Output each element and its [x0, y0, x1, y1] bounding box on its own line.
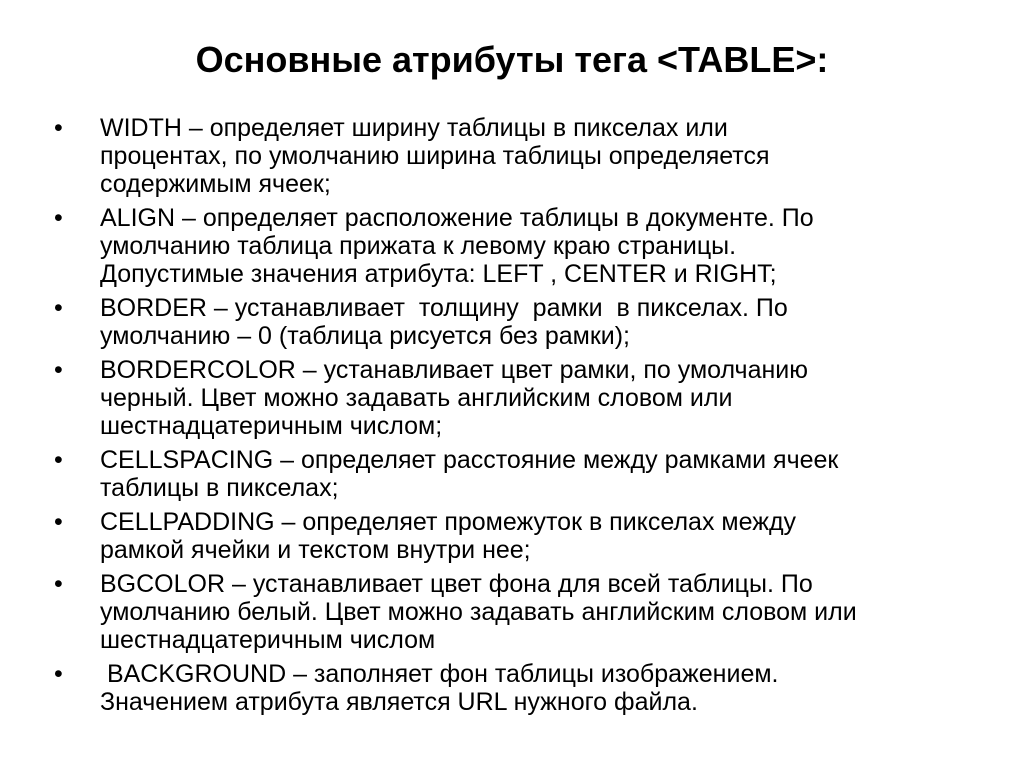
list-item-text: BGCOLOR – устанавливает цвет фона для всей таблицы. По умолчанию белый. Цвет можно задавать английским словом или шестнадцатеричным числом [100, 570, 857, 654]
bullet-icon: • [54, 294, 63, 322]
bullet-icon: • [54, 114, 63, 142]
list-item-background [54, 660, 984, 716]
attribute-list [54, 114, 984, 722]
list-item-text: BORDERCOLOR – устанавливает цвет рамки, по умолчанию черный. Цвет можно задавать английским словом или шестнадцатеричным числом; [100, 356, 809, 440]
slide-title: Основные атрибуты тега <TABLE>: [195, 39, 829, 80]
list-item-text: BORDER – устанавливает толщину рамки в пикселах. По умолчанию – 0 (таблица рисуется без рамки); [100, 294, 788, 350]
list-item-border [54, 294, 984, 350]
bullet-icon: • [54, 204, 63, 232]
list-item-text: BACKGROUND – заполняет фон таблицы изображением. Значением атрибута является URL нужного файла. [100, 660, 779, 716]
list-item-text: CELLSPACING – определяет расстояние между рамками ячеек таблицы в пикселах; [100, 446, 839, 502]
list-item-text: ALIGN – определяет расположение таблицы в документе. По умолчанию таблица прижата к левому краю страницы. Допустимые значения атрибута: LEFT , CENTER и RIGHT; [100, 204, 814, 288]
bullet-icon: • [54, 356, 63, 384]
list-item-cellspacing [54, 446, 984, 502]
list-item-align [54, 204, 984, 288]
bullet-icon: • [54, 660, 63, 688]
list-item-width [54, 114, 984, 198]
list-item-bordercolor [54, 356, 984, 440]
list-item-text: WIDTH – определяет ширину таблицы в пикселах или процентах, по умолчанию ширина таблицы определяется содержимым ячеек; [100, 114, 770, 198]
list-item-text: CELLPADDING – определяет промежуток в пикселах между рамкой ячейки и текстом внутри нее; [100, 508, 797, 564]
list-item-cellpadding [54, 508, 984, 564]
bullet-icon: • [54, 570, 63, 598]
list-item-bgcolor [54, 570, 984, 654]
bullet-icon: • [54, 446, 63, 474]
bullet-icon: • [54, 508, 63, 536]
